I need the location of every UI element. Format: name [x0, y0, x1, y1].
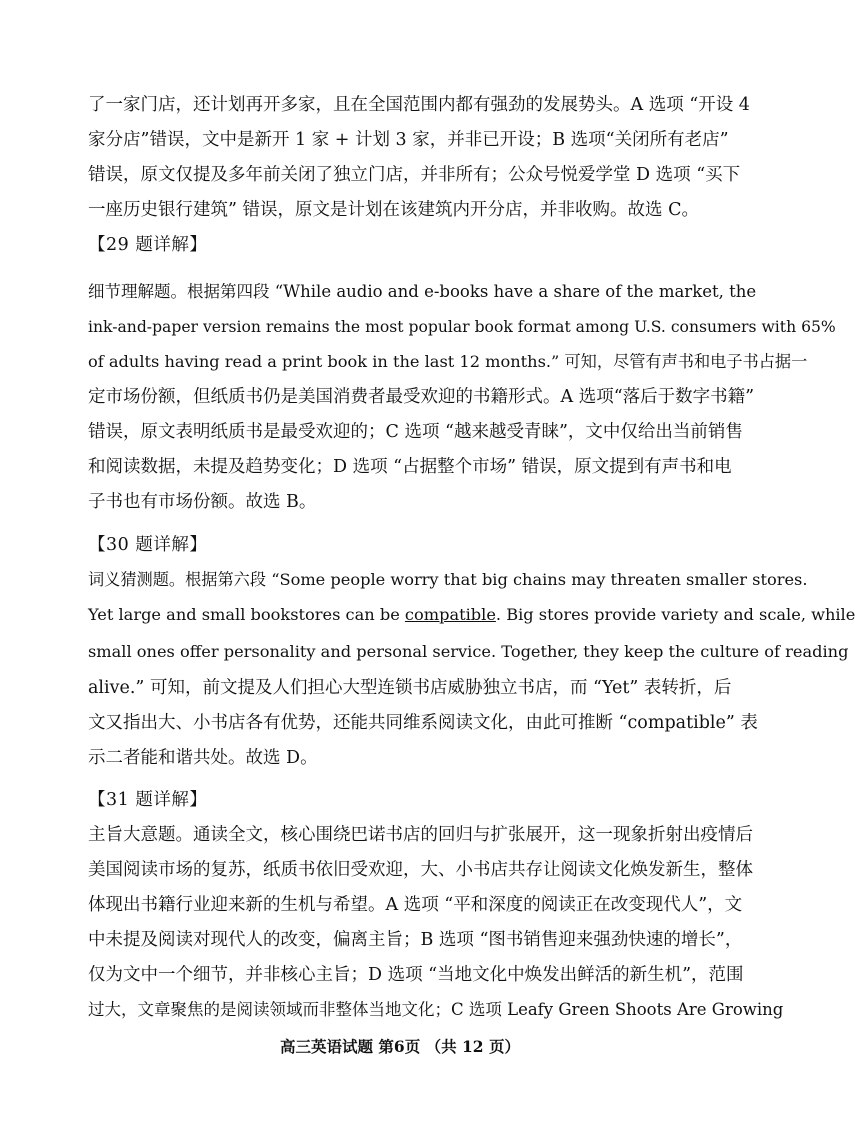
text-line: 主旨大意题。通读全文，核心围绕巴诺书店的回归与扩张展开，这一现象折射出疫情后 — [88, 825, 753, 845]
text-line: of adults having read a print book in the last 12 months.” 可知，尽管有声书和电子书占据一 — [88, 352, 808, 371]
text-segment: . Big stores provide variety and scale, while — [495, 605, 855, 624]
underlined-word-compatible: compatible — [404, 605, 496, 624]
text-line: 美国阅读市场的复苏，纸质书依旧受欢迎，大、小书店共存让阅读文化焕发新生，整体 — [88, 860, 753, 880]
text-line: 词义猜测题。根据第六段 “Some people worry that big chains may threaten smaller stores. — [88, 570, 808, 589]
text-line: 仅为文中一个细节，并非核心主旨；D 选项 “当地文化中焕发出鲜活的新生机”，范围 — [88, 965, 744, 985]
text-line: 错误，原文表明纸质书是最受欢迎的；C 选项 “越来越受青睐”，文中仅给出当前销售 — [88, 422, 743, 442]
text-line: 中未提及阅读对现代人的改变，偏离主旨；B 选项 “图书销售迎来强劲快速的增长”， — [88, 930, 743, 950]
text-line-compatible — [88, 600, 855, 630]
text-segment: Yet large and small bookstores can be — [88, 605, 405, 624]
text-line: 家分店”错误，文中是新开 1 家 + 计划 3 家，并非已开设；B 选项“关闭所有老店” — [88, 130, 729, 150]
text-line: alive.” 可知，前文提及人们担心大型连锁书店威胁独立书店，而 “Yet” 表转折，后 — [88, 678, 732, 698]
text-line: 子书也有市场份额。故选 B。 — [88, 492, 317, 512]
text-line: ink-and-paper version remains the most popular book format among U.S. consumers with 65% — [88, 318, 836, 336]
page-footer: 高三英语试题 第6页 （共 12 页） — [280, 1037, 520, 1056]
section-heading-30: 【30 题详解】 — [88, 535, 208, 555]
text-line: 和阅读数据，未提及趋势变化；D 选项 “占据整个市场” 错误，原文提到有声书和电 — [88, 457, 732, 477]
section-heading-31: 【31 题详解】 — [88, 790, 208, 810]
text-line: 过大，文章聚焦的是阅读领域而非整体当地文化；C 选项 Leafy Green Shoots Are Growing — [88, 1000, 784, 1019]
text-line: 定市场份额，但纸质书仍是美国消费者最受欢迎的书籍形式。A 选项“落后于数字书籍” — [88, 387, 755, 407]
text-line: 文又指出大、小书店各有优势，还能共同维系阅读文化，由此可推断 “compatible” 表 — [88, 713, 758, 733]
text-line: small ones offer personality and personal service. Together, they keep the culture of reading — [88, 642, 849, 661]
text-line: 细节理解题。根据第四段 “While audio and e-books have a share of the market, the — [88, 282, 757, 301]
section-heading-29: 【29 题详解】 — [88, 235, 208, 255]
text-line: 一座历史银行建筑” 错误，原文是计划在该建筑内开分店，并非收购。故选 C。 — [88, 200, 699, 220]
text-line: 体现出书籍行业迎来新的生机与希望。A 选项 “平和深度的阅读正在改变现代人”，文 — [88, 895, 743, 915]
text-line: 了一家门店，还计划再开多家，且在全国范围内都有强劲的发展势头。A 选项 “开设 4 — [88, 95, 750, 115]
text-line: 示二者能和谐共处。故选 D。 — [88, 748, 318, 768]
text-line: 错误，原文仅提及多年前关闭了独立门店，并非所有；公众号悦爱学堂 D 选项 “买下 — [88, 165, 741, 185]
